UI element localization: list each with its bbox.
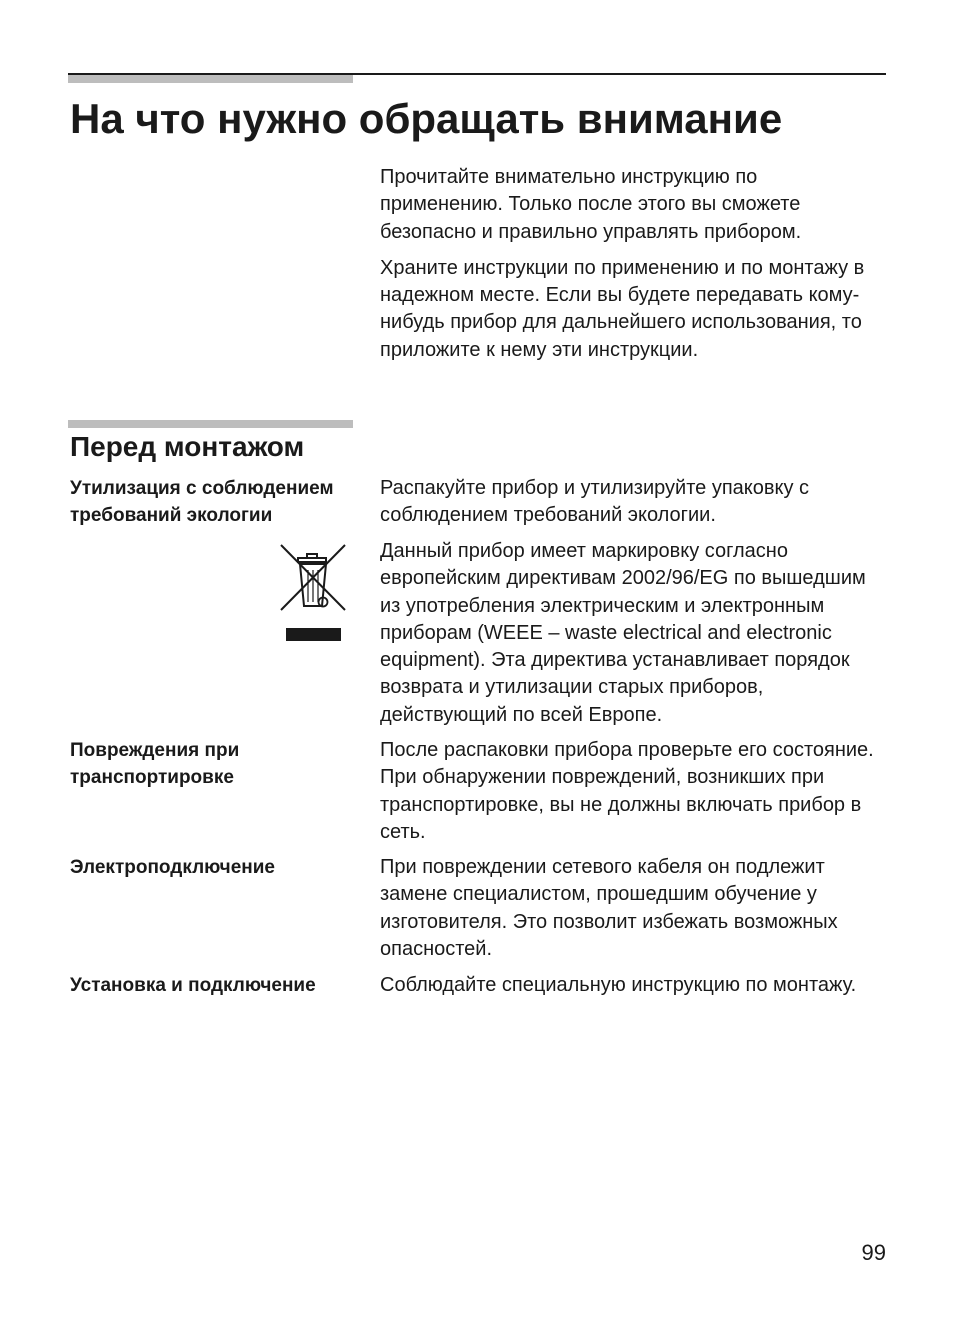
page-number: 99 <box>861 1240 886 1265</box>
header-rule-accent <box>68 75 353 83</box>
row-label-installation: Установка и подключение <box>70 975 316 996</box>
row-text-electrical-connection: При повреждении сетевого кабеля он подлежит замене специалистом, прошедшим обучение у изготовителя. Это позволит избежать возможных опасностей. <box>380 856 838 960</box>
row-label-electrical-connection: Электроподключение <box>70 857 275 878</box>
row-text-weee: Данный прибор имеет маркировку согласно европейским директивам 2002/96/EG по вышедшим из употребления электрическим и электронным приборам (WEEE – waste electrical and electronic equipment). Эта директива устанавливает порядок возврата и утилизации старых приборов, действующий по всей Европе. <box>380 540 866 726</box>
section-rule-accent <box>68 420 353 428</box>
intro-block <box>380 164 880 364</box>
page-title: На что нужно обращать внимание <box>70 95 783 142</box>
row-label-disposal: Утилизация с соблюдением требований экологии <box>70 478 334 526</box>
row-text-installation: Соблюдайте специальную инструкцию по монтажу. <box>380 974 857 996</box>
crossed-out-wheelie-bin-icon <box>278 540 348 645</box>
intro-paragraph-2: Храните инструкции по применению и по монтажу в надежном месте. Если вы будете передавать кому-нибудь прибор для дальнейшего использования, то приложите к нему эти инструкции. <box>380 256 865 361</box>
section-title: Перед монтажом <box>70 431 305 462</box>
row-label-transport-damage: Повреждения при транспортировке <box>70 740 240 788</box>
intro-paragraph-1: Прочитайте внимательно инструкцию по применению. Только после этого вы сможете безопасно и правильно управлять прибором. <box>380 166 802 243</box>
row-text-disposal: Распакуйте прибор и утилизируйте упаковку с соблюдением требований экологии. <box>380 477 810 527</box>
row-text-transport-damage: После распаковки прибора проверьте его состояние. При обнаружении повреждений, возникших при транспортировке, вы не должны включать прибор в сеть. <box>380 739 874 843</box>
